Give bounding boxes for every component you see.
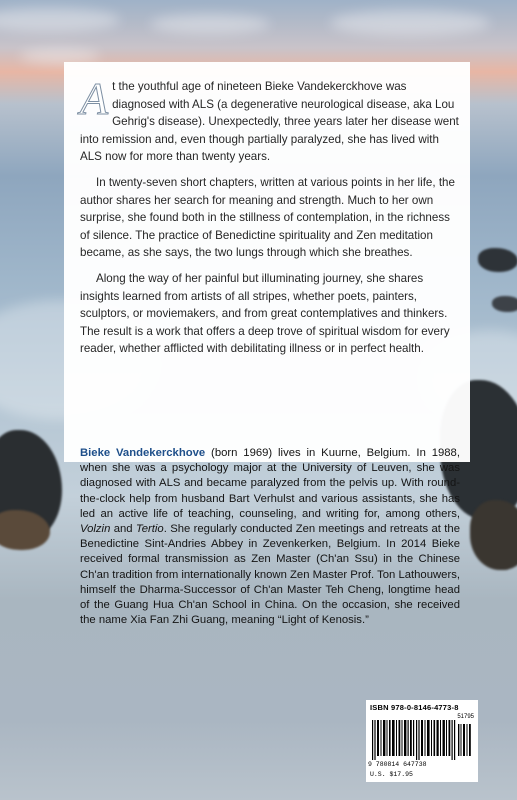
price-addon-code: 51795 (457, 714, 474, 720)
bio-text: . She regularly conducted Zen meetings and retreats at the Benedictine Sint-Andries Abbey in Zevenkerken, Belgium. In 2014 Bieke received formal transmission as Zen Master (Ch'an Ssu) in the Chinese Ch'an tradition from internationally known Zen Master Prof. Ton Lathouwers, himself the Dharma-Successor of Ch'an Master Teh Cheng, longtime head of the Guang Hua Ch'an School in China. On the occasion, she received the name Xia Fan Zhi Guang, meaning “Light of Kenosis.” (80, 523, 460, 627)
blurb-paragraph: In twenty-seven short chapters, written at various points in her life, the author shares her search for meaning and strength. Much to her own surprise, she found both in the stillness of contemplation, in the richness of silence. The practice of Benedictine spirituality and Zen meditation became, as she says, the two lungs through which she breathes. (80, 175, 455, 260)
barcode-label (366, 700, 478, 782)
isbn-text: ISBN 978-0-8146-4773-8 (370, 703, 459, 712)
author-bio (80, 446, 460, 628)
book-blurb (80, 73, 460, 366)
bio-text: (born 1969) lives in Kuurne, Belgium. In 1988, when she was a psychology major at the University of Leuven, she was diagnosed with ALS and became paralyzed from the pelvis up. With round-the-clock help from husband Bart Verhulst and various assistants, she has led an active life of teaching, counseling, and writing for, among others, (80, 447, 460, 520)
price-text: U.S. $17.95 (370, 771, 413, 778)
cloud-shape (330, 10, 490, 36)
blurb-paragraph (80, 73, 460, 166)
cloud-shape (0, 8, 120, 32)
blurb-paragraph: Along the way of her painful but illuminating journey, she shares insights learned from artists of all stripes, whether poets, painters, sculptors, or moviemakers, and from great contemplatives and thinkers. The result is a work that offers a deep trove of spiritual wisdom for every reader, whether afflicted with debilitating illness or in perfect health. (80, 271, 450, 356)
bio-text: and (110, 523, 136, 536)
author-name: Bieke Vandekerckhove (80, 447, 206, 459)
barcode-bars (372, 720, 472, 760)
publication-title: Tertio (135, 523, 164, 536)
drop-cap-letter: A (80, 73, 109, 124)
cloud-shape (150, 14, 270, 34)
publication-title: Volzin (80, 523, 111, 536)
rock-shape (470, 500, 517, 570)
ean-digits: 9 780814 647738 (368, 761, 427, 768)
blurb-paragraph-text: t the youthful age of nineteen Bieke Vandekerckhove was diagnosed with ALS (a degenerative neurological disease, aka Lou Gehrig's disease). Unexpectedly, three years later her disease went into remission and, even though partially paralyzed, she has lived with ALS now for more than twenty years. (80, 80, 459, 164)
rock-shape (492, 296, 517, 312)
rock-shape (478, 248, 517, 272)
